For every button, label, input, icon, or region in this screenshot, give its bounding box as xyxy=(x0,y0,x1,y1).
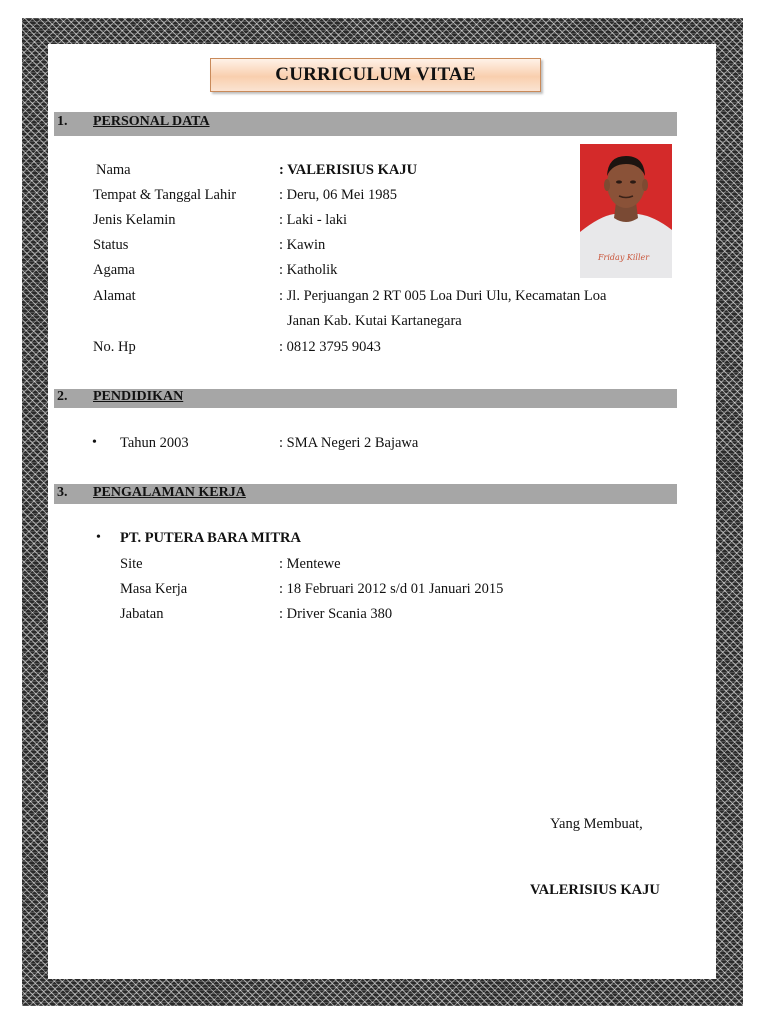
section-number: 1. xyxy=(57,114,68,129)
list-bullet: • xyxy=(96,530,101,545)
section-title: PENGALAMAN KERJA xyxy=(93,485,246,500)
education-year: Tahun 2003 xyxy=(120,435,189,451)
section-header-pengalaman-kerja xyxy=(54,484,677,504)
signature-name: VALERISIUS KAJU xyxy=(530,882,660,898)
section-number: 3. xyxy=(57,485,68,500)
ttl-value: : Deru, 06 Mei 1985 xyxy=(279,187,397,203)
title-box xyxy=(210,58,541,92)
site-label: Site xyxy=(120,556,143,572)
section-number: 2. xyxy=(57,389,68,404)
jabatan-label: Jabatan xyxy=(120,606,164,622)
jenis-kelamin-value: : Laki - laki xyxy=(279,212,348,228)
signature-label: Yang Membuat, xyxy=(550,816,643,832)
masa-kerja-label: Masa Kerja xyxy=(120,581,188,597)
nama-label: Nama xyxy=(96,162,131,178)
ttl-label: Tempat & Tanggal Lahir xyxy=(93,187,237,203)
svg-text:Friday Killer: Friday Killer xyxy=(598,253,650,262)
masa-kerja-value: : 18 Februari 2012 s/d 01 Januari 2015 xyxy=(279,581,504,597)
jenis-kelamin-label: Jenis Kelamin xyxy=(93,212,176,228)
agama-label: Agama xyxy=(93,262,135,278)
alamat-value-line1: : Jl. Perjuangan 2 RT 005 Loa Duri Ulu, Kecamatan Loa xyxy=(279,288,607,304)
no-hp-label: No. Hp xyxy=(93,339,136,355)
profile-photo xyxy=(580,144,672,278)
section-title: PERSONAL DATA xyxy=(93,114,210,129)
alamat-value-line2: Janan Kab. Kutai Kartanegara xyxy=(287,313,462,329)
section-header-personal-data xyxy=(54,112,677,136)
jabatan-value: : Driver Scania 380 xyxy=(279,606,393,622)
nama-value: : VALERISIUS KAJU xyxy=(279,162,418,178)
status-value: : Kawin xyxy=(279,237,326,253)
section-title: PENDIDIKAN xyxy=(93,389,184,404)
section-header-pendidikan xyxy=(54,389,677,408)
site-value: : Mentewe xyxy=(279,556,341,572)
document-title: CURRICULUM VITAE xyxy=(275,64,476,85)
status-label: Status xyxy=(93,237,129,253)
alamat-label: Alamat xyxy=(93,288,136,304)
list-bullet: • xyxy=(92,435,97,450)
company-name: PT. PUTERA BARA MITRA xyxy=(120,530,301,546)
agama-value: : Katholik xyxy=(279,262,338,278)
no-hp-value: : 0812 3795 9043 xyxy=(279,339,381,355)
education-school: : SMA Negeri 2 Bajawa xyxy=(279,435,419,451)
